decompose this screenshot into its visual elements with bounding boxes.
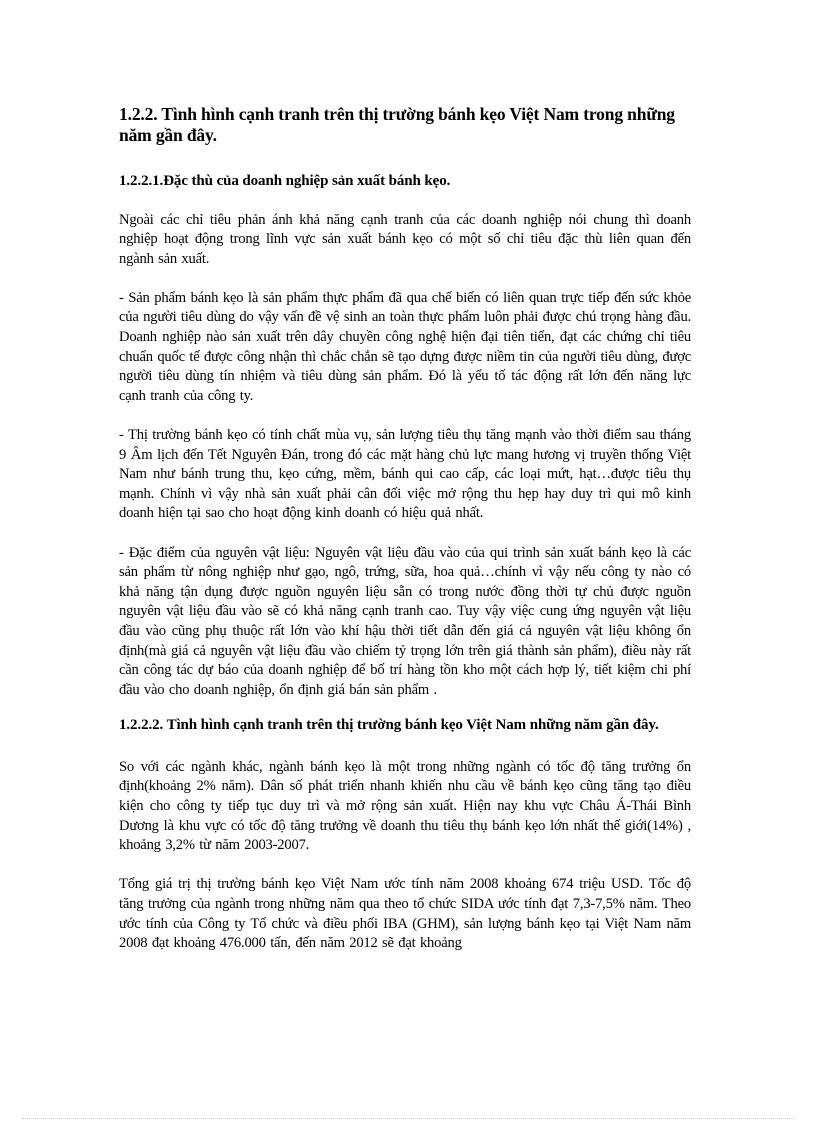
section-heading-1-2-2: 1.2.2. Tình hình cạnh tranh trên thị trường bánh kẹo Việt Nam trong những năm gần đây. [119, 104, 675, 145]
subsection-heading-1-2-2-1: 1.2.2.1.Đặc thù của doanh nghiệp sản xuất bánh kẹo. [119, 173, 451, 189]
paragraph-product-safety: - Sản phẩm bánh kẹo là sản phẩm thực phẩm đã qua chế biến có liên quan trực tiếp đến sức khỏe của người tiêu dùng do vậy vấn đề vệ sinh an toàn thực phẩm luôn phải được chú trọng hàng đầu. Doanh nghiệp nào sản xuất trên dây chuyền công nghệ hiện đại tiên tiến, đạt các chứng chỉ tiêu chuẩn quốc tế được công nhận thì chắc chắn sẽ tạo dựng được niềm tin của người tiêu dùng, được người tiêu dùng tín nhiệm và tiêu dùng sản phẩm. Đó là yếu tố tác động rất lớn đến năng lực cạnh tranh của công ty. [119, 289, 691, 404]
paragraph-industry-growth: So với các ngành khác, ngành bánh kẹo là một trong những ngành có tốc độ tăng trưởng ổn định(khoảng 2% năm). Dân số phát triển nhanh khiến nhu cầu về bánh kẹo cũng tăng tạo điều kiện cho công ty tiếp tục duy trì và mở rộng sản xuất. Hiện nay khu vực Châu Á-Thái Bình Dương là khu vực có tốc độ tăng trưởng về doanh thu tiêu thụ bánh kẹo lớn nhất thế giới(14%) , khoảng 3,2% từ năm 2003-2007. [119, 758, 691, 854]
paragraph-intro: Ngoài các chỉ tiêu phản ánh khả năng cạnh tranh của các doanh nghiệp nói chung thì doanh nghiệp hoạt động trong lĩnh vực sản xuất bánh kẹo có một số chỉ tiêu đặc thù liên quan đến ngành sản xuất. [119, 211, 691, 267]
paragraph-market-value: Tổng giá trị thị trường bánh kẹo Việt Nam ước tính năm 2008 khoảng 674 triệu USD. Tốc độ tăng trưởng của ngành trong những năm qua theo tổ chức SIDA ước tính đạt 7,3-7,5% năm. Theo ước tính của Công ty Tổ chức và điều phối IBA (GHM), sản lượng bánh kẹo tại Việt Nam năm 2008 đạt khoảng 476.000 tấn, đến năm 2012 sẽ đạt khoảng [119, 876, 691, 952]
subsection-heading-1-2-2-2: 1.2.2.2. Tình hình cạnh tranh trên thị trường bánh kẹo Việt Nam những năm gần đây. [119, 717, 659, 734]
paragraph-seasonal-market: - Thị trường bánh kẹo có tính chất mùa vụ, sản lượng tiêu thụ tăng mạnh vào thời điểm sau tháng 9 Âm lịch đến Tết Nguyên Đán, trong đó các mặt hàng chủ lực mang hương vị truyền thống Việt Nam như bánh trung thu, kẹo cứng, mềm, bánh qui cao cấp, các loại mứt, hạt…được tiêu thụ mạnh. Chính vì vậy nhà sản xuất phải cân đối việc mở rộng thu hẹp hay duy trì qui mô kinh doanh hiện tại sao cho hoạt động kinh doanh có hiệu quả nhất. [119, 427, 691, 522]
paragraph-raw-materials: - Đặc điểm của nguyên vật liệu: Nguyên vật liệu đầu vào của qui trình sản xuất bánh kẹo là các sản phẩm từ nông nghiệp như gạo, ngô, trứng, sữa, hoa quả…chính vì vậy nếu công ty nào có khả năng tận dụng được nguồn nguyên liệu sẵn có trong nước đồng thời tự chủ được nguồn nguyên vật liệu đầu vào sẽ có khả năng cạnh tranh cao. Tuy vậy việc cung ứng nguyên vật liệu đầu vào cũng phụ thuộc rất lớn vào khí hậu thời tiết dẫn đến giá cả nguyên vật liệu không ổn định(mà giá cả nguyên vật liệu đầu vào chiếm tỷ trọng lớn trên giá thành sản phẩm), điều này rất cần công tác dự báo của doanh nghiệp để bố trí hàng tồn kho một cách hợp lý, tiết kiệm chi phí đầu vào cho doanh nghiệp, ổn định giá bán sản phẩm . [119, 544, 691, 698]
document-body [119, 104, 691, 973]
page-bottom-border [22, 1118, 794, 1119]
